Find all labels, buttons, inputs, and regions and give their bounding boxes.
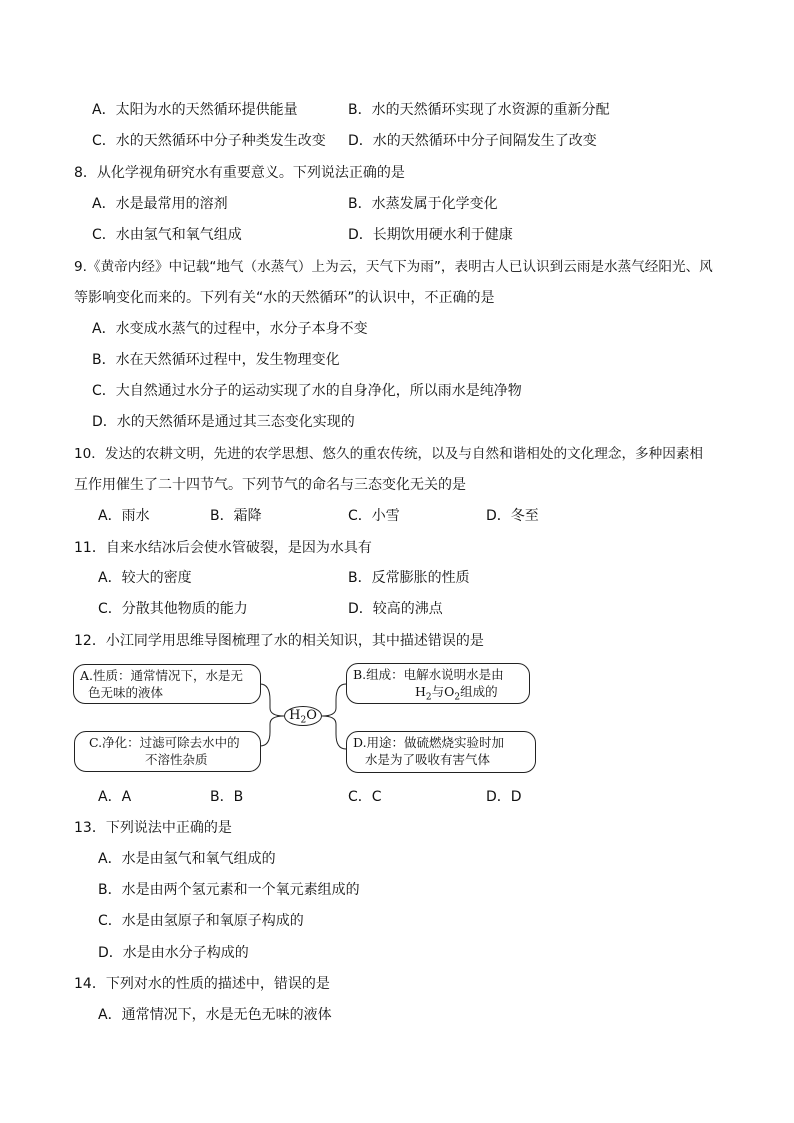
q10-option-a: A．雨水 xyxy=(98,508,150,524)
q8-option-c: C．水由氢气和氧气组成 xyxy=(92,227,242,243)
q10-stem-line1: 10．发达的农耕文明，先进的农学思想、悠久的重农传统，以及与自然和谐相处的文化理念，多种因素相 xyxy=(74,446,704,462)
q14-option-a: A．通常情况下，水是无色无味的液体 xyxy=(98,1007,332,1023)
q9-stem-line2: 等影响变化而来的。下列有关“水的天然循环”的认识中，不正确的是 xyxy=(74,290,495,306)
q11-option-a: A．较大的密度 xyxy=(98,570,192,586)
q7-option-c: C．水的天然循环中分子种类发生改变 xyxy=(92,133,326,149)
q9-stem-line1: 9.《黄帝内经》中记载“地气（水蒸气）上为云，天气下为雨”，表明古人已认识到云雨是水蒸气经阳光、风 xyxy=(74,259,713,275)
mindmap-box-c-line2: 不溶性杂质 xyxy=(145,752,208,767)
q10-stem-line2: 互作用催生了二十四节气。下列节气的命名与三态变化无关的是 xyxy=(74,477,466,493)
q11-option-c: C．分散其他物质的能力 xyxy=(98,601,248,617)
q9-option-b: B．水在天然循环过程中，发生物理变化 xyxy=(92,352,340,368)
mindmap-box-a-line1: A.性质：通常情况下，水是无 xyxy=(80,668,244,683)
mindmap-box-c xyxy=(74,731,261,772)
mindmap-box-b-line2: $H_2$与$O_2$组成的 xyxy=(415,684,498,703)
q13-option-c: C．水是由氢原子和氧原子构成的 xyxy=(98,913,304,929)
q8-option-b: B．水蒸发属于化学变化 xyxy=(348,196,498,212)
q9-option-a: A．水变成水蒸气的过程中，水分子本身不变 xyxy=(92,321,368,337)
mindmap-center-h2o: $H_2O$ xyxy=(284,706,322,726)
q10-option-c: C．小雪 xyxy=(348,508,400,524)
q13-stem: 13．下列说法中正确的是 xyxy=(74,820,232,836)
q7-option-a: A．太阳为水的天然循环提供能量 xyxy=(92,102,298,118)
q12-option-b: B．B xyxy=(210,789,244,805)
mindmap-box-d-line2: 水是为了吸收有害气体 xyxy=(365,752,491,767)
q12-option-a: A．A xyxy=(98,789,132,805)
q13-option-d: D．水是由水分子构成的 xyxy=(98,945,249,961)
q12-stem: 12．小江同学用思维导图梳理了水的相关知识，其中描述错误的是 xyxy=(74,633,484,649)
q11-option-d: D．较高的沸点 xyxy=(348,601,443,617)
q7-option-b: B．水的天然循环实现了水资源的重新分配 xyxy=(348,102,610,118)
mindmap-box-b-line1: B.组成：电解水说明水是由 xyxy=(353,667,504,682)
mindmap-box-b xyxy=(346,663,530,704)
q10-option-d: D．冬至 xyxy=(486,508,539,524)
q8-option-d: D．长期饮用硬水利于健康 xyxy=(348,227,513,243)
q12-option-d: D．D xyxy=(486,789,522,805)
q13-option-a: A．水是由氢气和氧气组成的 xyxy=(98,851,276,867)
q13-option-b: B．水是由两个氢元素和一个氧元素组成的 xyxy=(98,882,360,898)
q14-stem: 14．下列对水的性质的描述中，错误的是 xyxy=(74,976,330,992)
q9-option-d: D．水的天然循环是通过其三态变化实现的 xyxy=(92,414,355,430)
q8-option-a: A．水是最常用的溶剂 xyxy=(92,196,228,212)
mindmap-box-d-line1: D.用途：做硫燃烧实验时加 xyxy=(353,735,505,750)
mindmap-box-c-line1: C.净化：过滤可除去水中的 xyxy=(89,735,240,750)
q10-option-b: B．霜降 xyxy=(210,508,262,524)
q7-option-d: D．水的天然循环中分子间隔发生了改变 xyxy=(348,133,597,149)
mindmap-box-a xyxy=(73,664,261,704)
q9-option-c: C．大自然通过水分子的运动实现了水的自身净化，所以雨水是纯净物 xyxy=(92,383,522,399)
q11-option-b: B．反常膨胀的性质 xyxy=(348,570,470,586)
mindmap-box-d xyxy=(346,731,536,773)
q11-stem: 11．自来水结冰后会使水管破裂，是因为水具有 xyxy=(74,540,372,556)
q8-stem: 8．从化学视角研究水有重要意义。下列说法正确的是 xyxy=(74,165,405,181)
mindmap-box-a-line2: 色无味的液体 xyxy=(88,685,164,700)
q12-option-c: C．C xyxy=(348,789,382,805)
